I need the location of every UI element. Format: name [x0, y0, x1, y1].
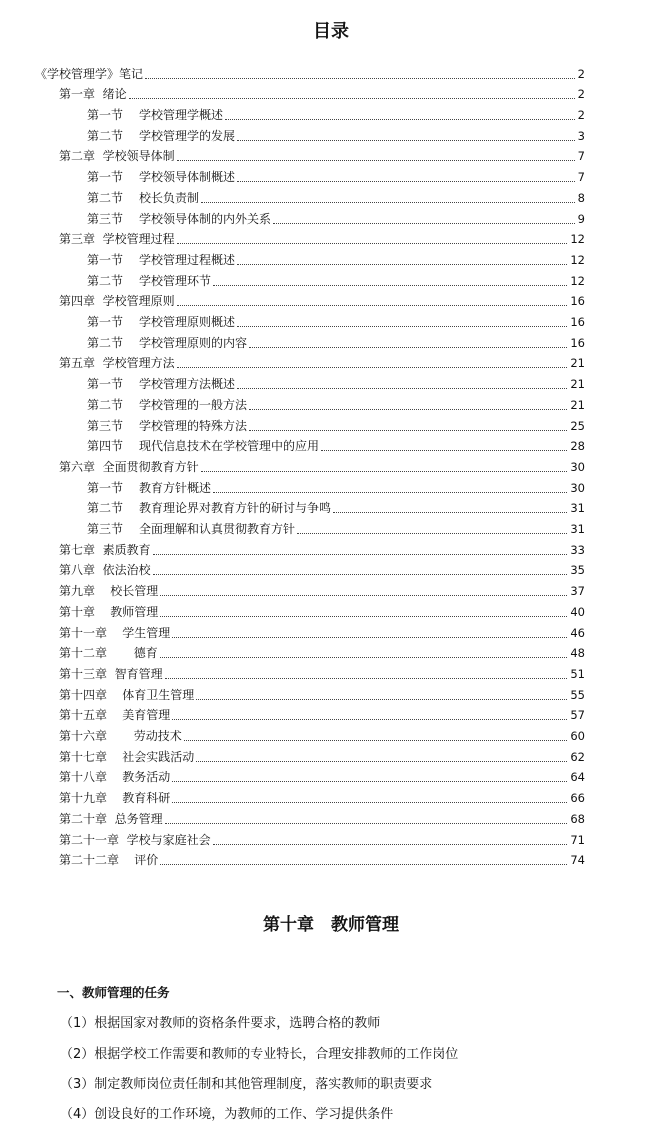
- toc-entry[interactable]: [87, 413, 585, 434]
- toc-entry-page: 21: [570, 356, 585, 371]
- toc-entry-page: 57: [570, 708, 585, 723]
- toc-entry-page: 30: [570, 480, 585, 495]
- toc-entry-number: 第四章: [59, 294, 96, 309]
- toc-entry-title: 素质教育: [95, 542, 151, 557]
- toc-entry-number: 第二节: [87, 501, 124, 516]
- toc-entry-number: 第十三章: [59, 666, 108, 681]
- toc-entry-title: 学校管理学的发展: [139, 128, 236, 143]
- toc-dot-leader: [249, 409, 567, 410]
- toc-entry[interactable]: [59, 827, 585, 848]
- toc-dot-leader: [196, 761, 567, 762]
- toc-dot-leader: [165, 678, 568, 679]
- toc-entry-title: 学校管理学概述: [139, 108, 224, 123]
- toc-entry-title: 学校管理原则: [95, 294, 175, 309]
- toc-entry[interactable]: [87, 165, 585, 186]
- toc-entry-page: 16: [570, 335, 585, 350]
- toc-entry-number: 第三节: [87, 522, 124, 537]
- toc-dot-leader: [160, 864, 567, 865]
- toc-dot-leader: [237, 264, 567, 265]
- toc-entry-title: 学校领导体制的内外关系: [139, 211, 272, 226]
- toc-dot-leader: [201, 202, 575, 203]
- toc-entry-title: 学校管理的特殊方法: [139, 418, 248, 433]
- toc-entry-title: 智育管理: [107, 666, 163, 681]
- toc-entry[interactable]: [59, 806, 585, 827]
- toc-entry-title: 学校管理的一般方法: [139, 397, 248, 412]
- toc-dot-leader: [153, 554, 568, 555]
- toc-dot-leader: [177, 160, 575, 161]
- toc-dot-leader: [273, 223, 575, 224]
- toc-dot-leader: [213, 844, 568, 845]
- toc-dot-leader: [160, 657, 568, 658]
- toc-entry-number: 第六章: [59, 459, 96, 474]
- toc-entry[interactable]: [59, 289, 585, 310]
- toc-title: 目录: [313, 21, 349, 42]
- toc-entry[interactable]: [87, 102, 585, 123]
- toc-dot-leader: [213, 492, 567, 493]
- toc-entry[interactable]: [87, 496, 585, 517]
- toc-entry-page: 33: [570, 542, 585, 557]
- toc-dot-leader: [213, 285, 567, 286]
- toc-entry[interactable]: [59, 765, 585, 786]
- toc-entry-title: 学校管理方法: [95, 356, 175, 371]
- toc-entry-page: 12: [570, 252, 585, 267]
- section-heading: 一、教师管理的任务: [57, 985, 170, 1000]
- toc-entry-number: 第十八章: [59, 770, 108, 785]
- toc-entry-page: 2: [577, 87, 585, 102]
- toc-entry-title: 社会实践活动: [107, 749, 195, 764]
- toc-entry[interactable]: [87, 247, 585, 268]
- toc-dot-leader: [297, 533, 567, 534]
- toc-entry[interactable]: [59, 227, 585, 248]
- toc-entry-title: 校长负责制: [139, 190, 200, 205]
- toc-dot-leader: [177, 367, 568, 368]
- toc-entry-page: 7: [577, 170, 585, 185]
- toc-entry[interactable]: [87, 392, 585, 413]
- toc-dot-leader: [172, 802, 567, 803]
- toc-entry-page: 12: [570, 232, 585, 247]
- toc-entry-title: 全面贯彻教育方针: [95, 459, 199, 474]
- toc-entry-title: 学校领导体制概述: [139, 170, 236, 185]
- toc-entry-number: 第一章: [59, 87, 96, 102]
- toc-entry-number: 第二节: [87, 397, 124, 412]
- toc-entry[interactable]: [59, 599, 585, 620]
- toc-entry-title: 学校管理过程概述: [139, 252, 236, 267]
- toc-entry-page: 68: [570, 811, 585, 826]
- toc-entry[interactable]: [59, 454, 585, 475]
- toc-entry-title: 学校管理原则的内容: [139, 335, 248, 350]
- toc-dot-leader: [237, 326, 567, 327]
- toc-entry-number: 第一节: [87, 480, 124, 495]
- toc-dot-leader: [196, 699, 567, 700]
- toc-entry[interactable]: [59, 661, 585, 682]
- toc-entry-page: 48: [570, 646, 585, 661]
- toc-entry-number: 第十四章: [59, 687, 108, 702]
- toc-entry[interactable]: [59, 620, 585, 641]
- toc-entry-page: 62: [570, 749, 585, 764]
- toc-entry-number: 第七章: [59, 542, 96, 557]
- toc-entry[interactable]: [87, 434, 585, 455]
- toc-entry-page: 35: [570, 563, 585, 578]
- toc-entry[interactable]: [59, 703, 585, 724]
- toc-entry-number: 第十二章: [59, 646, 108, 661]
- toc-entry-title: 学校管理过程: [95, 232, 175, 247]
- toc-entry-title: 总务管理: [107, 811, 163, 826]
- toc-entry-title: 学校领导体制: [95, 149, 175, 164]
- toc-entry[interactable]: [87, 330, 585, 351]
- toc-entry-number: 第八章: [59, 563, 96, 578]
- toc-entry[interactable]: [87, 309, 585, 330]
- task-item-1: （1）根据国家对教师的资格条件要求，选聘合格的教师: [60, 1016, 381, 1031]
- toc-entry-number: 第一节: [87, 315, 124, 330]
- toc-entry-title: 学校管理环节: [139, 273, 212, 288]
- toc-dot-leader: [145, 78, 575, 79]
- toc-entry-title: 绪论: [95, 87, 127, 102]
- toc-entry[interactable]: [59, 682, 585, 703]
- toc-entry-page: 66: [570, 791, 585, 806]
- toc-entry-page: 37: [570, 584, 585, 599]
- toc-entry-title: 劳动技术: [107, 729, 182, 744]
- toc-entry[interactable]: [35, 61, 585, 82]
- toc-entry[interactable]: [59, 579, 585, 600]
- toc-entry-page: 2: [577, 108, 585, 123]
- toc-entry-page: 9: [577, 211, 585, 226]
- toc-entry-title: 体育卫生管理: [107, 687, 195, 702]
- toc-entry-title: 依法治校: [95, 563, 151, 578]
- toc-entry-number: 第五章: [59, 356, 96, 371]
- toc-entry-title: 校长管理: [95, 584, 159, 599]
- toc-entry-page: 21: [570, 377, 585, 392]
- toc-dot-leader: [153, 574, 568, 575]
- toc-entry-title: 现代信息技术在学校管理中的应用: [139, 439, 320, 454]
- toc-entry[interactable]: [59, 786, 585, 807]
- chapter-title: 第十章 教师管理: [263, 915, 399, 935]
- toc-entry-page: 30: [570, 459, 585, 474]
- toc-dot-leader: [177, 305, 568, 306]
- toc-entry-page: 55: [570, 687, 585, 702]
- toc-entry[interactable]: [87, 475, 585, 496]
- toc-entry-number: 第一节: [87, 252, 124, 267]
- toc-entry-title: 德育: [107, 646, 158, 661]
- toc-entry-title: 教育方针概述: [139, 480, 212, 495]
- toc-entry-title: 《学校管理学》笔记: [35, 66, 144, 81]
- toc-dot-leader: [172, 637, 567, 638]
- toc-entry-number: 第二节: [87, 128, 124, 143]
- toc-dot-leader: [333, 512, 567, 513]
- toc-entry-number: 第十六章: [59, 729, 108, 744]
- toc-entry-page: 46: [570, 625, 585, 640]
- toc-entry-number: 第一节: [87, 170, 124, 185]
- toc-entry-page: 2: [577, 66, 585, 81]
- toc-dot-leader: [160, 595, 567, 596]
- toc-dot-leader: [237, 388, 567, 389]
- toc-dot-leader: [129, 98, 575, 99]
- toc-entry-number: 第二节: [87, 273, 124, 288]
- toc-entry[interactable]: [87, 206, 585, 227]
- toc-entry[interactable]: [87, 372, 585, 393]
- toc-entry-number: 第三节: [87, 211, 124, 226]
- toc-dot-leader: [172, 719, 567, 720]
- toc-dot-leader: [201, 471, 568, 472]
- toc-entry-page: 64: [570, 770, 585, 785]
- toc-entry-number: 第一节: [87, 108, 124, 123]
- toc-dot-leader: [160, 616, 567, 617]
- toc-entry-page: 51: [570, 666, 585, 681]
- toc-dot-leader: [237, 181, 575, 182]
- toc-entry-title: 教师管理: [95, 604, 159, 619]
- toc-entry[interactable]: [59, 723, 585, 744]
- toc-dot-leader: [177, 243, 568, 244]
- toc-entry[interactable]: [59, 144, 585, 165]
- task-item-3: （3）制定教师岗位责任制和其他管理制度，落实教师的职责要求: [60, 1077, 433, 1092]
- toc-entry-page: 12: [570, 273, 585, 288]
- toc-dot-leader: [321, 450, 567, 451]
- toc-entry-title: 学生管理: [107, 625, 171, 640]
- toc-dot-leader: [165, 823, 568, 824]
- toc-entry-title: 全面理解和认真贯彻教育方针: [139, 522, 296, 537]
- toc-entry-title: 评价: [119, 853, 159, 868]
- toc-entry-number: 第二章: [59, 149, 96, 164]
- toc-entry-page: 60: [570, 729, 585, 744]
- toc-dot-leader: [184, 740, 568, 741]
- toc-entry[interactable]: [87, 516, 585, 537]
- toc-entry[interactable]: [59, 641, 585, 662]
- toc-entry[interactable]: [59, 558, 585, 579]
- toc-entry[interactable]: [87, 123, 585, 144]
- toc-dot-leader: [172, 781, 567, 782]
- toc-entry-title: 教育理论界对教育方针的研讨与争鸣: [139, 501, 332, 516]
- task-item-2: （2）根据学校工作需要和教师的专业特长，合理安排教师的工作岗位: [60, 1047, 459, 1062]
- toc-entry-page: 71: [570, 832, 585, 847]
- toc-entry[interactable]: [59, 537, 585, 558]
- task-item-4: （4）创设良好的工作环境，为教师的工作、学习提供条件: [60, 1107, 394, 1122]
- toc-entry-page: 21: [570, 397, 585, 412]
- toc-entry-title: 美育管理: [107, 708, 171, 723]
- toc-entry[interactable]: [87, 268, 585, 289]
- toc-entry-page: 16: [570, 294, 585, 309]
- toc-entry[interactable]: [59, 351, 585, 372]
- toc-entry-number: 第一节: [87, 377, 124, 392]
- toc-entry-number: 第二节: [87, 190, 124, 205]
- toc-entry-page: 31: [570, 522, 585, 537]
- toc-entry-page: 40: [570, 604, 585, 619]
- toc-entry-title: 学校管理方法概述: [139, 377, 236, 392]
- toc-entry[interactable]: [59, 82, 585, 103]
- toc-entry-page: 28: [570, 439, 585, 454]
- toc-entry-number: 第三节: [87, 418, 124, 433]
- toc-entry-number: 第二十二章: [59, 853, 120, 868]
- toc-entry-page: 8: [577, 190, 585, 205]
- toc-entry-number: 第十一章: [59, 625, 108, 640]
- toc-entry-number: 第二十一章: [59, 832, 120, 847]
- toc-entry-page: 74: [570, 853, 585, 868]
- toc-entry-page: 7: [577, 149, 585, 164]
- toc-entry-title: 学校管理原则概述: [139, 315, 236, 330]
- toc-dot-leader: [249, 347, 567, 348]
- toc-entry-page: 25: [570, 418, 585, 433]
- toc-entry[interactable]: [59, 744, 585, 765]
- toc-entry-title: 学校与家庭社会: [119, 832, 211, 847]
- toc-dot-leader: [237, 140, 575, 141]
- toc-dot-leader: [225, 119, 575, 120]
- toc-entry-number: 第十九章: [59, 791, 108, 806]
- toc-entry-page: 3: [577, 128, 585, 143]
- toc-entry[interactable]: [87, 185, 585, 206]
- toc-entry-title: 教育科研: [107, 791, 171, 806]
- toc-entry-number: 第十章: [59, 604, 96, 619]
- toc-entry-number: 第十七章: [59, 749, 108, 764]
- toc-entry-page: 16: [570, 315, 585, 330]
- toc-entry-number: 第九章: [59, 584, 96, 599]
- toc-entry-number: 第十五章: [59, 708, 108, 723]
- toc-entry-number: 第三章: [59, 232, 96, 247]
- toc-entry-number: 第二节: [87, 335, 124, 350]
- toc-entry-title: 教务活动: [107, 770, 171, 785]
- toc-dot-leader: [249, 430, 567, 431]
- toc-entry-number: 第二十章: [59, 811, 108, 826]
- toc-entry[interactable]: [59, 848, 585, 869]
- toc-entry-page: 31: [570, 501, 585, 516]
- toc-entry-number: 第四节: [87, 439, 124, 454]
